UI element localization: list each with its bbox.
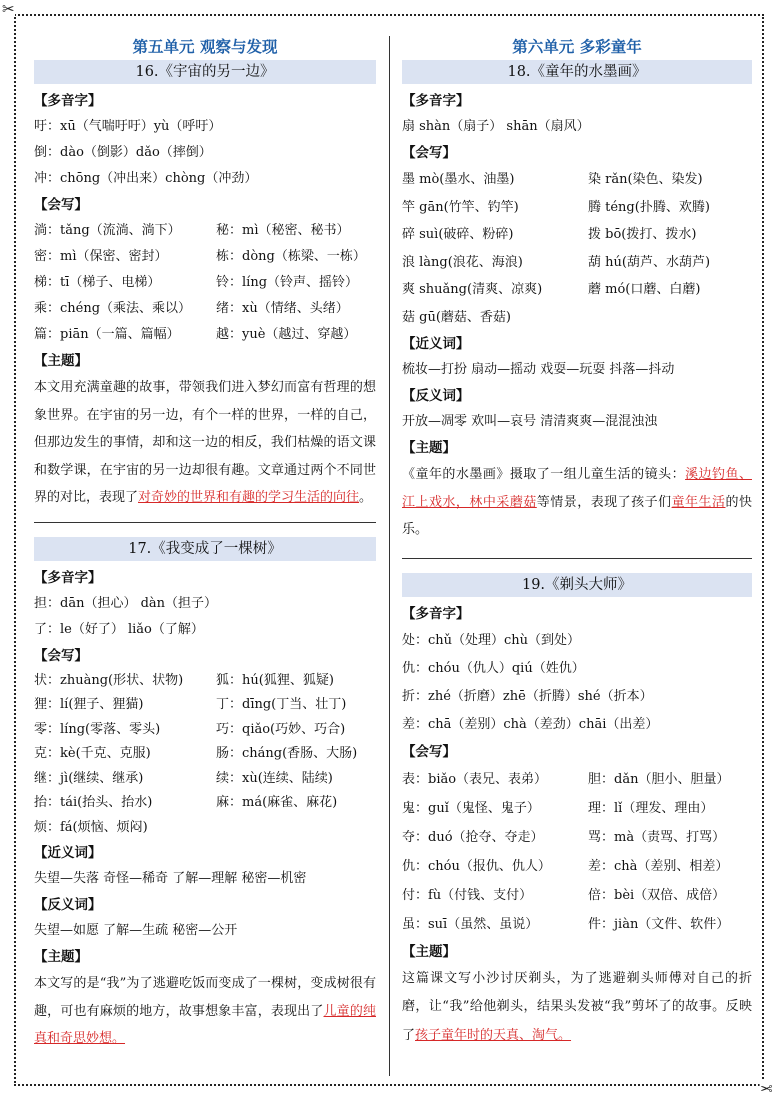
lesson-title: 19.《剃头大师》	[402, 573, 752, 597]
section-heading-theme: 【主题】	[34, 949, 88, 965]
section-heading-polyphonic: 【多音字】	[34, 93, 102, 109]
write-item: 付：fù（付钱、支付）	[402, 887, 533, 903]
write-item: 乘：chéng（乘法、乘以）	[34, 301, 192, 316]
write-item: 倍：bèi（双倍、成倍）	[588, 887, 726, 903]
write-item: 肠：cháng(香肠、大肠)	[216, 746, 358, 761]
write-item: 状：zhuàng(形状、状物)	[34, 672, 184, 688]
write-grid	[402, 166, 752, 331]
polyphonic-item: 冲：chōng（冲出来）chòng（冲劲）	[34, 171, 258, 186]
section-heading-write: 【会写】	[34, 197, 88, 213]
write-item: 抬：tái(抬头、抬水)	[34, 795, 153, 810]
write-item: 件：jiàn（文件、软件）	[588, 916, 730, 932]
section-heading-theme: 【主题】	[402, 943, 456, 960]
write-item: 克：kè(千克、克服)	[34, 746, 151, 761]
write-item: 淌：tǎng（流淌、淌下）	[34, 223, 181, 238]
write-item: 铃：líng（铃声、摇铃）	[216, 275, 359, 290]
antonyms-line: 开放—凋零 欢叫—哀号 清清爽爽—混混浊浊	[402, 414, 658, 429]
write-item: 碎 suì(破碎、粉碎)	[402, 227, 514, 242]
theme-paragraph	[34, 970, 376, 1053]
section-heading-synonyms: 【近义词】	[402, 336, 470, 352]
write-item: 理：lǐ（理发、理由）	[588, 800, 714, 816]
write-item: 鬼：guǐ（鬼怪、鬼子）	[402, 800, 540, 816]
write-item: 蘑 mó(口蘑、白蘑)	[588, 282, 701, 297]
write-item: 墨 mò(墨水、油墨)	[402, 172, 515, 187]
section-heading-polyphonic: 【多音字】	[34, 569, 102, 586]
theme-text: 。	[359, 490, 373, 505]
right-column	[402, 36, 752, 1050]
section-heading-synonyms: 【近义词】	[34, 845, 102, 861]
theme-text: 本文用充满童趣的故事，带领我们进入梦幻而富有哲理的想象世界。在宇宙的另一边，有个一样的世界，一样的自己，但那边发生的事情，却和这一边的相反，我们枯燥的语文课和数学课，在宇宙的另一边却很有趣。文章通过两个不同世界的对比，表现了	[34, 380, 376, 505]
theme-highlight: 儿童的纯真和奇思妙想。	[34, 1003, 376, 1046]
polyphonic-item: 了：le（好了） liǎo（了解）	[34, 621, 204, 637]
write-grid	[402, 765, 752, 939]
lesson-16	[34, 60, 376, 512]
section-heading-polyphonic: 【多音字】	[402, 93, 470, 109]
polyphonic-item: 倒：dào（倒影）dǎo（摔倒）	[34, 145, 212, 160]
theme-text: 等情景，表现了孩子们	[536, 494, 672, 510]
write-item: 菇 gū(蘑菇、香菇)	[402, 309, 511, 325]
write-item: 篇：piān（一篇、篇幅）	[34, 327, 180, 342]
write-item: 继：jì(继续、继承)	[34, 770, 144, 786]
polyphonic-item: 吁：xū（气喘吁吁）yù（呼吁）	[34, 119, 222, 134]
scissors-icon: ✂	[2, 0, 15, 18]
write-item: 浪 làng(浪花、海浪)	[402, 254, 523, 270]
theme-paragraph	[402, 461, 752, 544]
theme-highlight: 对奇妙的世界和有趣的学习生活的向往	[138, 490, 360, 505]
polyphonic-item: 仇：chóu（仇人）qiú（姓仇）	[402, 660, 585, 676]
section-heading-polyphonic: 【多音字】	[402, 605, 470, 622]
write-item: 麻：má(麻雀、麻花)	[216, 795, 338, 810]
unit-title: 第五单元 观察与发现	[132, 38, 278, 56]
theme-highlight: 童年生活	[671, 494, 726, 510]
theme-text: 《童年的水墨画》摄取了一组儿童生活的镜头：	[402, 467, 686, 482]
lesson-title: 16.《宇宙的另一边》	[34, 60, 376, 84]
polyphonic-item: 差：chā（差别）chà（差劲）chāi（出差）	[402, 716, 659, 732]
theme-highlight: 溪边钓鱼、江上戏水，林中采蘑菇	[402, 467, 752, 510]
synonyms-line: 失望—失落 奇怪—稀奇 了解—理解 秘密—机密	[34, 871, 307, 886]
write-item: 仇：chóu（报仇、仇人）	[402, 858, 551, 874]
section-heading-theme: 【主题】	[34, 353, 88, 369]
write-item: 梯：tī（梯子、电梯）	[34, 275, 161, 290]
write-item: 密：mì（保密、密封）	[34, 249, 168, 264]
antonyms-line: 失望—如愿 了解—生疏 秘密—公开	[34, 923, 238, 938]
write-item: 爽 shuǎng(清爽、凉爽)	[402, 282, 543, 297]
synonyms-line: 梳妆—打扮 扇动—摇动 戏耍—玩耍 抖落—抖动	[402, 362, 675, 377]
section-heading-write: 【会写】	[402, 145, 456, 161]
polyphonic-item: 折：zhé（折磨）zhē（折腾）shé（折本）	[402, 688, 653, 704]
lesson-title: 18.《童年的水墨画》	[402, 60, 752, 84]
polyphonic-item: 扇 shàn（扇子） shān（扇风）	[402, 119, 590, 134]
write-item: 巧：qiǎo(巧妙、巧合)	[216, 721, 346, 737]
lesson-19	[402, 573, 752, 1051]
theme-paragraph	[34, 374, 376, 512]
theme-highlight: 孩子童年时的天真、淘气。	[415, 1027, 572, 1043]
polyphonic-item: 担：dān（担心） dàn（担子）	[34, 595, 218, 611]
write-item: 竿 gān(竹竿、钓竿)	[402, 199, 519, 215]
write-item: 绪：xù（情绪、头绪）	[216, 301, 349, 316]
write-item: 表：biǎo（表兄、表弟）	[402, 771, 548, 787]
left-column	[34, 36, 376, 1053]
write-item: 狐：hú(狐狸、狐疑)	[216, 672, 334, 688]
write-item: 拨 bō(拨打、拨水)	[588, 227, 697, 242]
write-item: 零：líng(零落、零头)	[34, 721, 161, 737]
write-item: 栋：dòng（栋梁、一栋）	[216, 249, 366, 264]
column-divider	[389, 36, 390, 1076]
write-item: 差：chà（差别、相差）	[588, 858, 729, 874]
write-item: 腾 téng(扑腾、欢腾)	[588, 199, 710, 215]
polyphonic-item: 处：chǔ（处理）chù（到处）	[402, 632, 581, 648]
write-item: 胆：dǎn（胆小、胆量）	[588, 771, 730, 787]
section-heading-write: 【会写】	[402, 743, 456, 760]
lesson-18	[402, 60, 752, 544]
theme-text: 这篇课文写小沙讨厌剃头，为了逃避剃头师傅对自己的折磨，让“我”给他剃头，结果头发被“我”剪坏了的故事。反映了	[402, 970, 752, 1043]
write-item: 骂：mà（责骂、打骂）	[588, 829, 726, 845]
scissors-icon: ✂	[760, 1079, 773, 1097]
section-heading-antonyms: 【反义词】	[402, 388, 470, 404]
write-item: 越：yuè（越过、穿越）	[216, 327, 357, 342]
lesson-17	[34, 537, 376, 1053]
write-item: 夺：duó（抢夺、夺走）	[402, 829, 544, 845]
section-heading-antonyms: 【反义词】	[34, 897, 102, 913]
section-divider	[34, 522, 376, 523]
section-heading-theme: 【主题】	[402, 440, 456, 456]
theme-paragraph	[402, 965, 752, 1051]
write-item: 续：xù(连续、陆续)	[216, 770, 333, 786]
write-item: 丁：dīng(丁当、壮丁)	[216, 697, 347, 712]
theme-text: 的快乐。	[402, 494, 752, 537]
lesson-title: 17.《我变成了一棵树》	[34, 537, 376, 561]
unit-title: 第六单元 多彩童年	[512, 38, 642, 56]
section-heading-write: 【会写】	[34, 647, 88, 664]
theme-text: 本文写的是“我”为了逃避吃饭而变成了一棵树，变成树很有趣，可也有麻烦的地方，故事想象丰富，表现出了	[34, 976, 376, 1019]
write-item: 染 rǎn(染色、染发)	[588, 172, 703, 187]
write-item: 葫 hú(葫芦、水葫芦)	[588, 254, 711, 270]
write-grid	[34, 669, 376, 841]
write-grid	[34, 218, 376, 348]
write-item: 烦：fá(烦恼、烦闷)	[34, 819, 148, 835]
write-item: 狸：lí(狸子、狸猫)	[34, 697, 144, 712]
write-item: 秘：mì（秘密、秘书）	[216, 223, 350, 238]
write-item: 虽：suī（虽然、虽说）	[402, 916, 539, 932]
section-divider	[402, 558, 752, 559]
